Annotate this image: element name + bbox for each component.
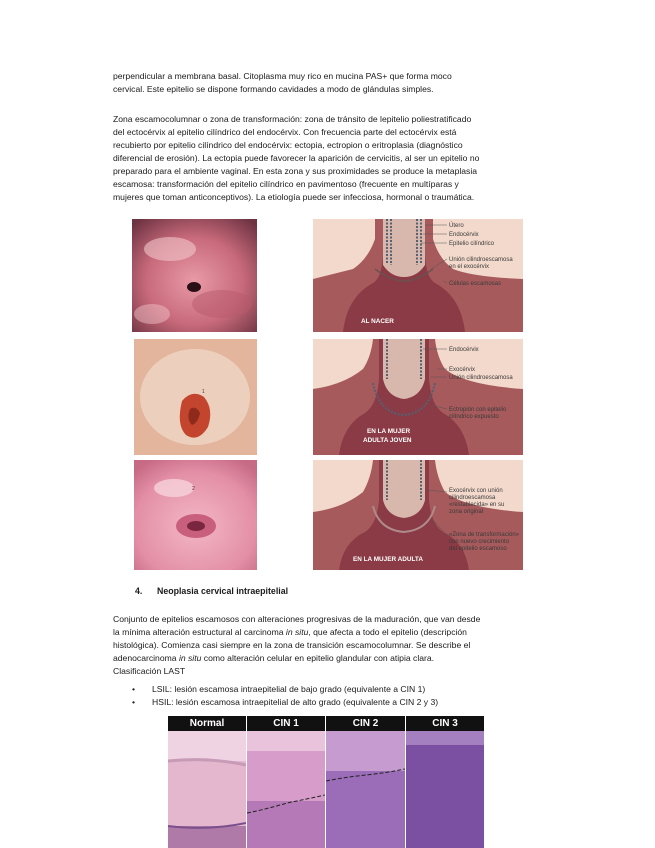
text-fragment: adenocarcinoma	[113, 653, 179, 663]
panel-caption: AL NACER	[361, 318, 394, 325]
diagram-label: Células escamosas	[449, 281, 502, 287]
neoplasia-paragraph	[113, 613, 542, 678]
list-item	[132, 697, 438, 707]
diagram-label: cilindroescamosa	[449, 495, 496, 501]
text-italic: in situ	[178, 653, 202, 663]
section-title: Neoplasia cervical intraepitelial	[157, 586, 289, 596]
diagram-label: Exocérvix	[449, 367, 476, 373]
diagram-label: «Zona de transformación»	[449, 532, 520, 538]
text-line	[113, 652, 542, 665]
diagram-label: Útero	[449, 223, 464, 229]
photo-mark-2: 2	[192, 486, 195, 492]
section-number: 4.	[135, 586, 143, 596]
panel-caption: EN LA MUJER	[367, 428, 411, 435]
diagram-label: Epitelio cilíndrico	[449, 241, 495, 247]
intro-paragraph	[113, 70, 542, 96]
text-fragment: como alteración celular en epitelio glandular con atipia clara.	[201, 653, 435, 663]
diagram-label: Endocérvix	[449, 232, 479, 238]
text-line: Clasificación LAST	[113, 666, 186, 676]
text-line: del ectocérvix al epitelio cilíndrico del endocérvix. Con frecuencia parte del ectocérvix está	[113, 127, 457, 137]
text-line: recubierto por epitelio cilíndrico del endocérvix: ectopia, ectropion o eritroplasia (diagnóstico	[113, 140, 463, 150]
cervix-photo-3	[134, 460, 257, 570]
text-italic: in situ	[285, 627, 309, 637]
histo-header: Normal	[168, 716, 246, 731]
text-line: diferencial de erosión). La ectopia puede favorecer la aparición de cervicitis, al ser un epitelio no	[113, 153, 480, 163]
diagram-label: del epitelio escamoso	[449, 546, 507, 552]
histo-header: CIN 3	[406, 716, 484, 731]
diagram-label: Endocérvix	[449, 347, 479, 353]
histo-panel-normal	[168, 731, 246, 848]
bullet-icon: •	[132, 697, 136, 707]
diagram-panel-adult	[313, 460, 523, 570]
bullet-icon: •	[132, 684, 136, 694]
transformation-zone-paragraph	[113, 113, 542, 204]
bullet-text: HSIL: lesión escamosa intraepitelial de alto grado (equivalente a CIN 2 y 3)	[152, 697, 439, 707]
diagram-label: Unión cilindroescamosa	[449, 257, 513, 263]
text-line: perpendicular a membrana basal. Citoplasma muy rico en mucina PAS+ que forma moco	[113, 71, 452, 81]
text-line: cervical. Este epitelio se dispone formando cavidades a modo de glándulas simples.	[113, 84, 434, 94]
text-fragment: , que afecta a todo el epitelio (descripción	[308, 627, 467, 637]
diagram-label: Exocérvix con unión	[449, 488, 503, 494]
text-line: escamosa: transformación del epitelio cilíndrico en pavimentoso (frecuente en multíparas y	[113, 179, 459, 189]
histo-panel-cin2	[326, 731, 405, 848]
text-fragment: la mínima alteración estructural al carcinoma	[113, 627, 286, 637]
text-line: Zona escamocolumnar o zona de transformación: zona de tránsito de lepitelio poliestratificado	[113, 114, 472, 124]
histo-panel-cin3	[406, 731, 484, 848]
diagram-label: «restablecida» en su	[449, 502, 505, 508]
text-line: histológica). Comienza casi siempre en la zona de transición escamocolumnar. Se describe el	[113, 640, 471, 650]
histo-header: CIN 2	[326, 716, 405, 731]
list-item	[132, 684, 425, 694]
panel-caption: EN LA MUJER ADULTA	[353, 556, 423, 563]
histology-figure	[168, 716, 484, 848]
cervix-photo-1	[132, 219, 257, 332]
text-line: mujeres que toman anticonceptivos). La etiología puede ser infecciosa, hormonal o traumática.	[113, 192, 475, 202]
text-line	[113, 626, 542, 639]
photo-mark-1: 1	[202, 389, 205, 395]
diagram-label: en el exocérvix	[449, 264, 490, 270]
diagram-panel-young-adult	[313, 339, 523, 455]
histo-panel-cin1	[247, 731, 325, 848]
histo-header: CIN 1	[247, 716, 325, 731]
diagram-panel-at-birth	[313, 219, 523, 332]
diagram-label: zona original	[449, 509, 484, 515]
diagram-label: Unión cilindroescamosa	[449, 375, 513, 381]
text-line: Conjunto de epitelios escamosos con alteraciones progresivas de la maduración, que van desde	[113, 614, 481, 624]
cervix-photo-2	[134, 339, 257, 455]
bullet-text: LSIL: lesión escamosa intraepitelial de bajo grado (equivalente a CIN 1)	[152, 684, 426, 694]
diagram-label: Ectropión con epitelio	[449, 407, 507, 413]
panel-caption: ADULTA JOVEN	[363, 437, 412, 444]
diagram-label: cilíndrico expuesto	[449, 414, 499, 420]
text-line: preparado para el ambiente vaginal. En esta zona y sus proximidades se produce la metaplasia	[113, 166, 478, 176]
diagram-label: con nuevo crecimiento	[449, 539, 510, 545]
section-heading	[135, 586, 288, 596]
